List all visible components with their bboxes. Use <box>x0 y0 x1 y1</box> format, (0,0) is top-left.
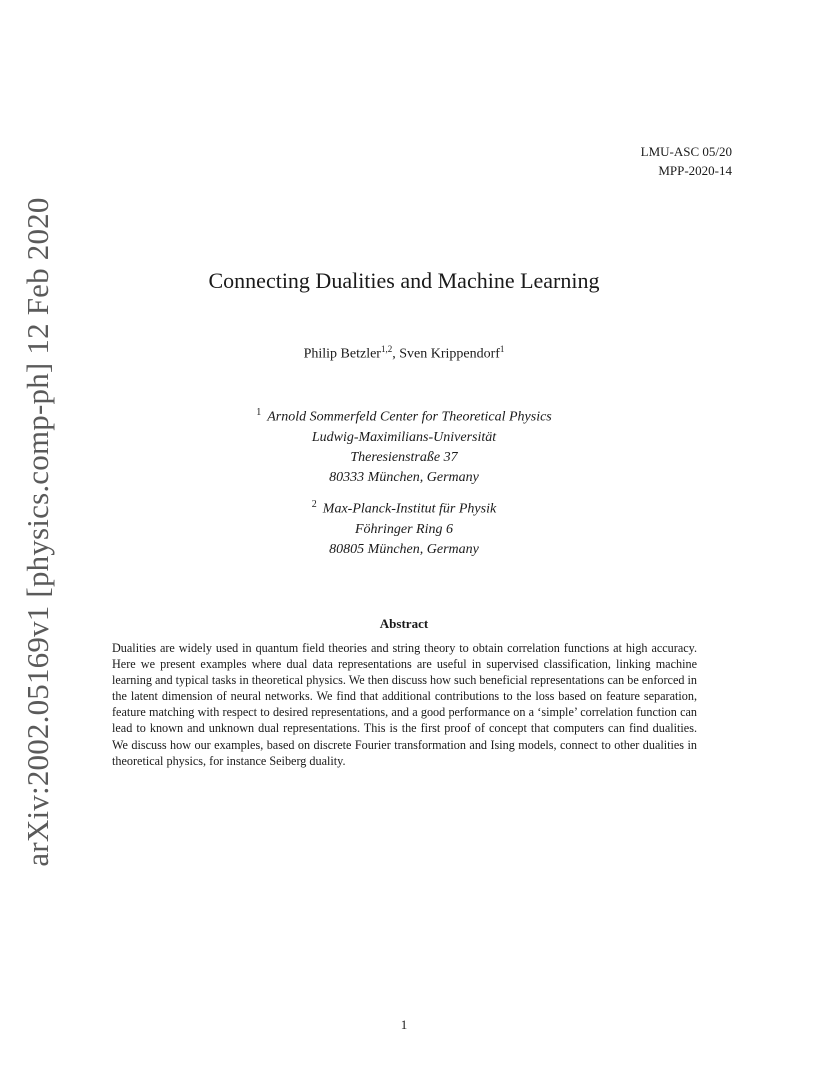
affiliation-text: Arnold Sommerfeld Center for Theoretical Physics <box>267 409 552 425</box>
affiliation-mark: 1 <box>256 407 262 418</box>
report-numbers <box>641 142 732 180</box>
page-number: 1 <box>400 1017 408 1032</box>
report-number: MPP-2020-14 <box>658 163 732 178</box>
author-list <box>0 344 808 363</box>
affiliation-line <box>0 403 808 428</box>
abstract-heading: Abstract <box>379 616 429 631</box>
paper-title: Connecting Dualities and Machine Learning <box>208 268 600 293</box>
affiliation-line: Ludwig-Maximilians-Universität <box>311 429 497 445</box>
affiliation-line: Theresienstraße 37 <box>350 449 458 465</box>
author-affiliation-marks: 1 <box>499 344 505 354</box>
affiliation-mark: 2 <box>311 499 317 510</box>
report-number: LMU-ASC 05/20 <box>640 144 732 159</box>
author-name: Philip Betzler <box>303 346 381 362</box>
author-name: Sven Krippendorf <box>399 346 500 362</box>
author-affiliation-marks: 1,2 <box>380 344 393 354</box>
affiliation-block <box>0 495 808 560</box>
arxiv-stamp: arXiv:2002.05169v1 [physics.comp-ph] 12 Feb 2020 <box>20 197 55 867</box>
abstract-text: Dualities are widely used in quantum field theories and string theory to obtain correlation functions at high accuracy. Here we present examples where dual data representations are useful in supervised classification, linking machine learning and typical tasks in theoretical physics. We then discuss how such beneficial representations can be enforced in the latent dimension of neural networks. We find that additional contributions to the loss based on feature separation, feature matching with respect to desired representations, and a good performance on a ‘simple’ correlation function can lead to known and unknown dual representations. This is the first proof of concept that computers can find dualities. We discuss how our examples, based on discrete Fourier transformation and Ising models, connect to other dualities in theoretical physics, for instance Seiberg duality. <box>112 641 697 768</box>
affiliation-line: Föhringer Ring 6 <box>355 521 453 537</box>
author-separator: , <box>392 346 400 362</box>
affiliation-line <box>0 495 808 520</box>
affiliation-block <box>0 403 808 488</box>
affiliation-text: Max-Planck-Institut für Physik <box>322 501 497 517</box>
affiliation-line: 80805 München, Germany <box>329 541 479 557</box>
affiliation-line: 80333 München, Germany <box>329 469 479 485</box>
